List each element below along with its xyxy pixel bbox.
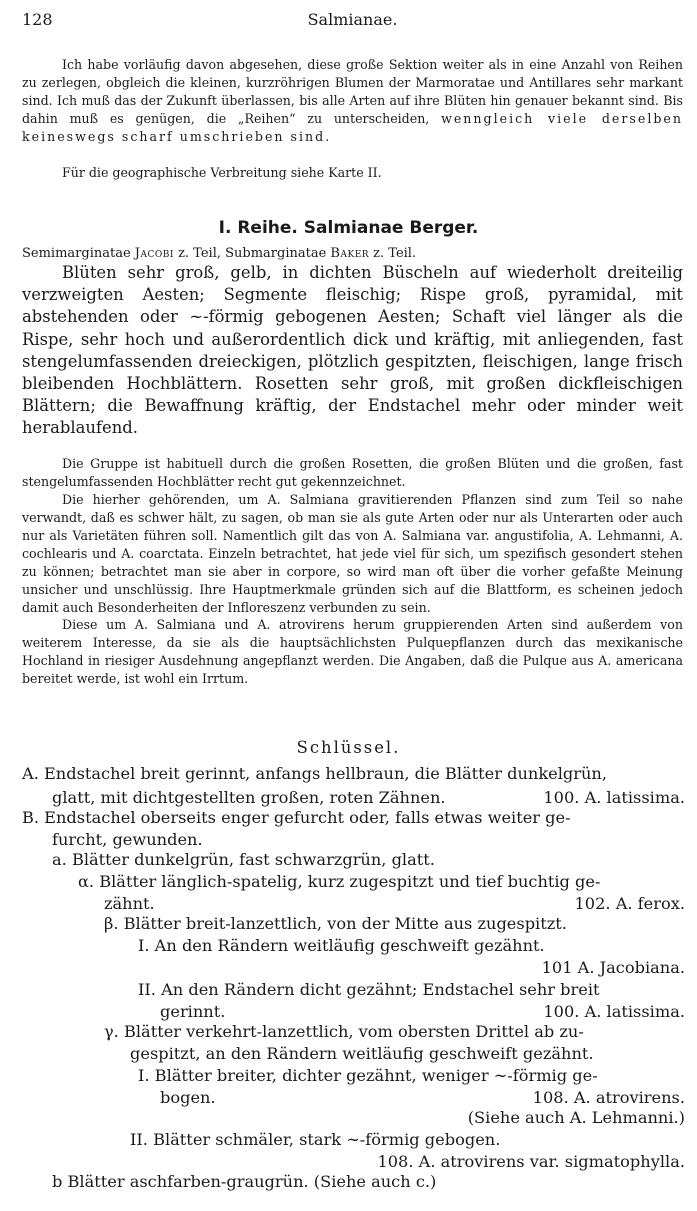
intro-paragraph [22,56,683,146]
running-title: Salmianae. [307,10,398,29]
key-entry: A. Endstachel breit gerinnt, anfangs hellbraun, die Blätter dunkelgrün, [22,764,608,783]
key-entry: α. Blätter länglich-spatelig, kurz zugespitzt und tief buchtig ge- [78,872,601,891]
key-species: 108. A. atrovirens. [532,1088,685,1107]
key-entry: β. Blätter breit-lanzettlich, von der Mitte aus zugespitzt. [104,914,567,933]
note-paragraph: Die Gruppe ist habituell durch die großen Rosetten, die großen Blüten und die großen, fast stengelumfassenden Hochblätter recht gut gekennzeichnet. [22,456,683,489]
series-description: Blüten sehr groß, gelb, in dichten Büscheln auf wiederholt dreiteilig verzweigten Aesten; Segmente fleischig; Rispe groß, pyramidal, mit abstehenden oder ∼-förmig gebogenen Aesten; Schaft viel länger als die Rispe, sehr hoch und außerordentlich dick und kräftig, mit anliegenden, fast stengelumfassenden dreieckigen, plötzlich gespitzten, fleischigen, lange frisch bleibenden Hochblättern. Rosetten sehr groß, mit großen dickfleischigen Blättern; die Bewaffnung kräftig, der Endstachel mehr oder minder weit herablaufend. [22,263,683,438]
key-entry: I. Blätter breiter, dichter gezähnt, weniger ∼-förmig ge- [138,1066,598,1085]
key-species: 101 A. Jacobiana. [541,958,685,977]
key-entry: II. Blätter schmäler, stark ∼-förmig gebogen. [130,1130,501,1149]
key-title: Schlüssel. [296,738,401,757]
key-entry: B. Endstachel oberseits enger gefurcht oder, falls etwas weiter ge- [22,808,571,827]
key-entry: glatt, mit dichtgestellten großen, roten Zähnen. [52,788,446,807]
key-entry: gespitzt, an den Rändern weitläufig geschweift gezähnt. [130,1044,594,1063]
key-species: 100. A. latissima. [543,1002,685,1021]
key-crossref: (Siehe auch A. Lehmanni.) [467,1108,685,1127]
key-entry: b Blätter aschfarben-graugrün. (Siehe auch c.) [52,1172,437,1191]
key-entry: gerinnt. [160,1002,226,1021]
key-entry: zähnt. [104,894,155,913]
page-header [22,10,683,30]
key-species: 100. A. latissima. [543,788,685,807]
key-species: 108. A. atrovirens var. sigmatophylla. [377,1152,685,1171]
note-paragraph: Die hierher gehörenden, um A. Salmiana gravitierenden Pflanzen sind zum Teil so nahe verwandt, daß es schwer hält, zu sagen, ob man sie als gute Arten oder nur als Unterarten oder auch nur als Varietäten führen soll. Namentlich gilt das von A. Salmiana var. angustifolia, A. Lehmanni, A. cochlearis und A. coarctata. Einzeln betrachtet, hat jede viel für sich, um spezifisch gesondert stehen zu können; betrachtet man sie aber in corpore, so wird man oft über die vorher gefaßte Meinung unsicher und unschlüssig. Ihre Hauptmerkmale gründen sich auf die Blattform, es scheinen jedoch damit auch Besonderheiten der Infloreszenz verbunden zu sein. [22,492,683,615]
note-paragraph: Diese um A. Salmiana und A. atrovirens herum gruppierenden Arten sind außerdem von weiterem Interesse, da sie als die hauptsächlichsten Pulquepflanzen durch das mexikanische Hochland in riesiger Ausdehnung angepflanzt werden. Die Angaben, daß die Pulque aus A. americana bereitet werde, ist wohl ein Irrtum. [22,617,683,686]
section-heading: I. Reihe. Salmianae Berger. [218,218,479,238]
section-subtitle: Semimarginatae Jacobi z. Teil, Submarginatae Baker z. Teil. [22,246,417,261]
key-entry: bogen. [160,1088,216,1107]
key-species: 102. A. ferox. [574,894,685,913]
map-reference: Für die geographische Verbreitung siehe Karte II. [62,165,382,180]
key-entry: a. Blätter dunkelgrün, fast schwarzgrün, glatt. [52,850,435,869]
key-entry: II. An den Rändern dicht gezähnt; Endstachel sehr breit [138,980,600,999]
key-entry: γ. Blätter verkehrt-lanzettlich, vom obersten Drittel ab zu- [104,1022,584,1041]
page-number: 128 [22,10,53,29]
key-entry: I. An den Rändern weitläufig geschweift gezähnt. [138,936,545,955]
intro-emphasis: wenngleich viele derselben keineswegs scharf umschrieben sind. [22,111,683,144]
key-entry: furcht, gewunden. [52,830,203,849]
intro-text: Ich habe vorläufig davon abgesehen, diese große Sektion weiter als in eine Anzahl von Reihen zu zerlegen, obgleich die kleinen, kurzröhrigen Blumen der Marmoratae und Antillares sehr markant sind. Ich muß das der Zukunft überlassen, bis alle Arten auf ihre Blüten hin genauer bekannt sind. Bis dahin muß es genügen, die „Reihen“ zu unterscheiden, [22,57,683,126]
